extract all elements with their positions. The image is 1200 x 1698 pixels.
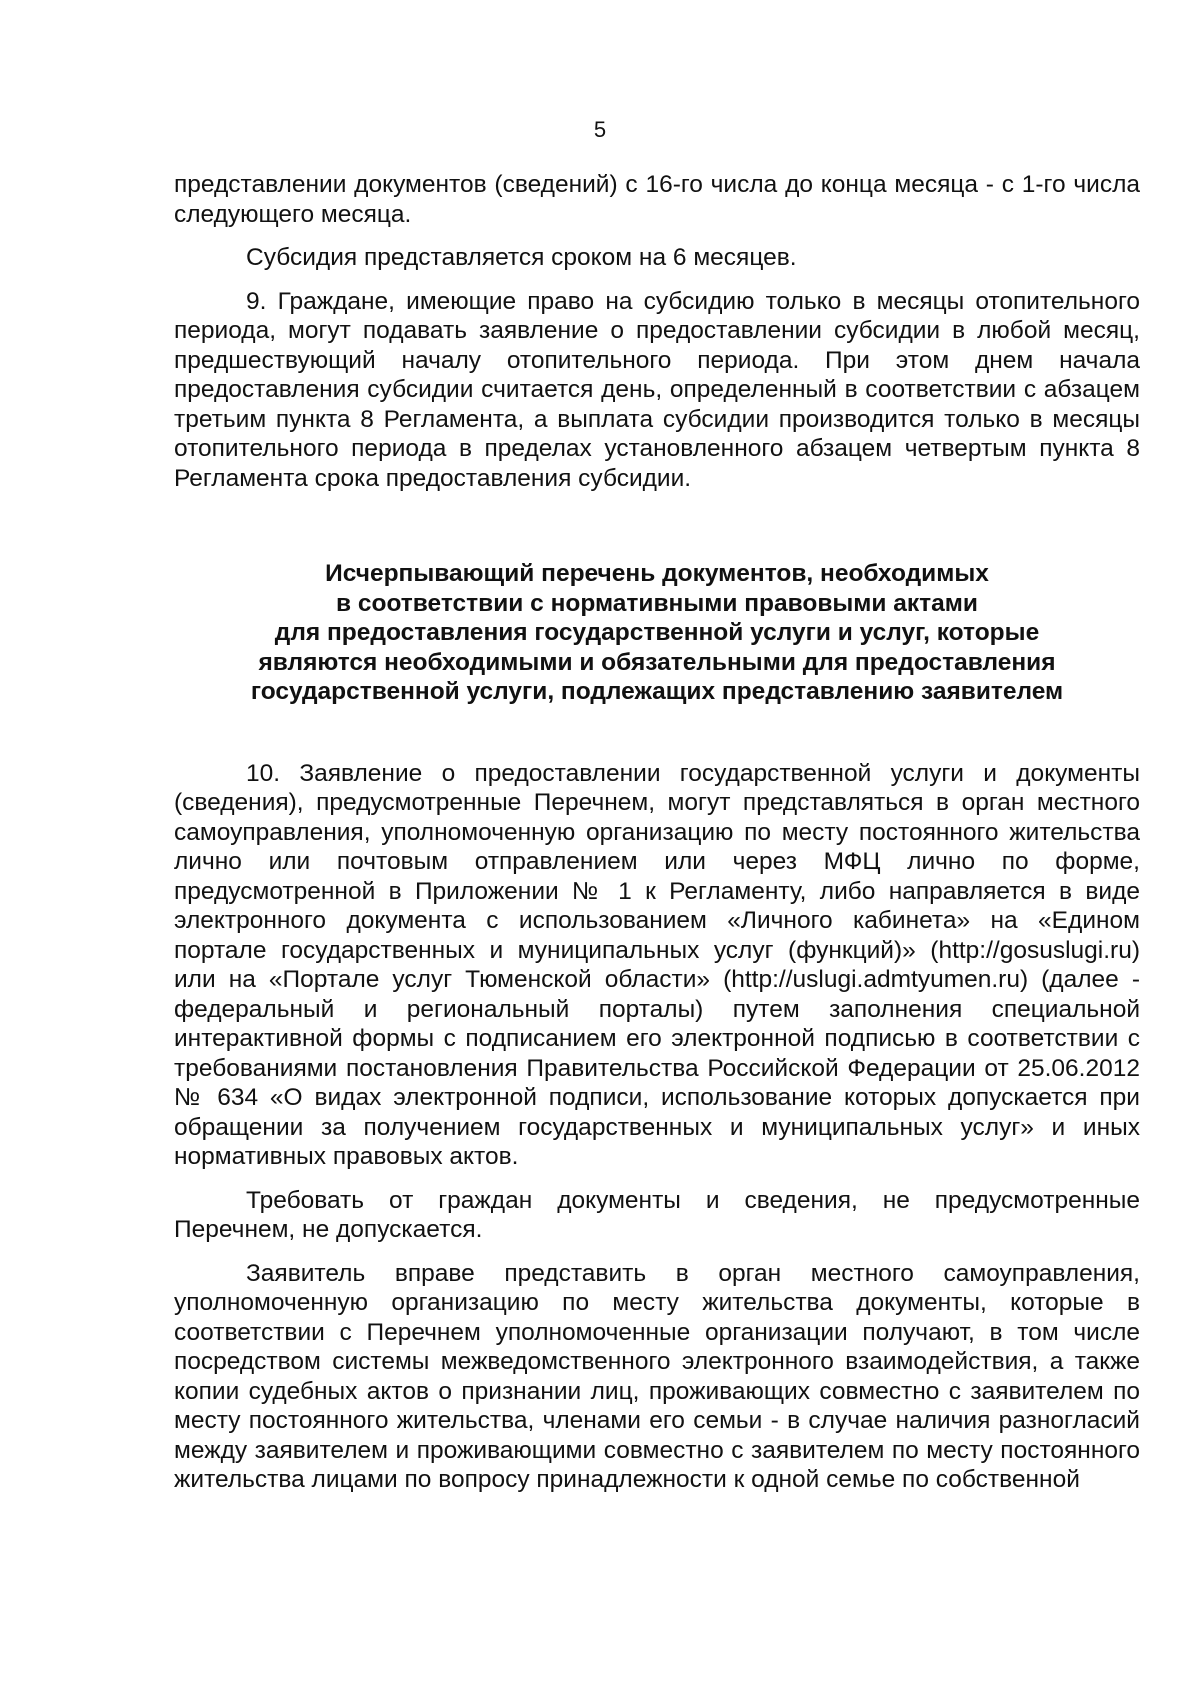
section-heading-line: в соответствии с нормативными правовыми актами: [335, 589, 978, 617]
document-body: [174, 170, 1140, 1495]
paragraph-applicant-rights: Заявитель вправе представить в орган местного самоуправления, уполномоченную организацию по месту жительства документы, которые в соответствии с Перечнем уполномоченные организации получают, в том числе посредством системы межведомственного электронного взаимодействия, а также копии судебных актов о признании лиц, проживающих совместно с заявителем по месту постоянного жительства, членами его семьи - в случае наличия разногласий между заявителем и проживающими совместно с заявителем по месту постоянного жительства лицами по вопросу принадлежности к одной семье по собственной: [174, 1259, 1140, 1493]
section-heading-line: для предоставления государственной услуги и услуг, которые: [274, 619, 1040, 646]
section-heading: [174, 559, 1140, 707]
paragraph-item-10: 10. Заявление о предоставлении государственной услуги и документы (сведения), предусмотренные Перечнем, могут представляться в орган местного самоуправления, уполномоченную организацию по месту постоянного жительства лично или почтовым отправлением или через МФЦ лично по форме, предусмотренной в Приложении № 1 к Регламенту, либо направляется в виде электронного документа с использованием «Личного кабинета» на «Едином портале государственных и муниципальных услуг (функций)» (http://gosuslugi.ru) или на «Портале услуг Тюменской области» (http://uslugi.admtyumen.ru) (далее - федеральный и региональный порталы) путем заполнения специальной интерактивной формы с подписанием его электронной подписью в соответствии с требованиями постановления Правительства Российской Федерации от 25.06.2012 № 634 «О видах электронной подписи, использование которых допускается при обращении за получением государственных и муниципальных услуг» и иных нормативных правовых актов.: [174, 759, 1140, 1170]
page-number: 5: [593, 117, 607, 142]
section-heading-line: являются необходимыми и обязательными для предоставления: [258, 648, 1056, 676]
paragraph-requirements: Требовать от граждан документы и сведения, не предусмотренные Перечнем, не допускается.: [174, 1186, 1140, 1243]
paragraph-subsidy-term: Субсидия представляется сроком на 6 месяцев.: [246, 244, 797, 271]
section-heading-line: государственной услуги, подлежащих представлению заявителем: [250, 678, 1064, 705]
paragraph-item-9: 9. Граждане, имеющие право на субсидию только в месяцы отопительного периода, могут подавать заявление о предоставлении субсидии в любой месяц, предшествующий началу отопительного периода. При этом днем начала предоставления субсидии считается день, определенный в соответствии с абзацем третьим пункта 8 Регламента, а выплата субсидии производится только в месяцы отопительного периода в пределах установленного абзацем четвертым пункта 8 Регламента срока предоставления субсидии.: [174, 287, 1140, 492]
section-heading-line: Исчерпывающий перечень документов, необходимых: [325, 560, 989, 587]
paragraph-continuation: представлении документов (сведений) с 16-го числа до конца месяца - с 1-го числа следующего месяца.: [174, 171, 1140, 228]
